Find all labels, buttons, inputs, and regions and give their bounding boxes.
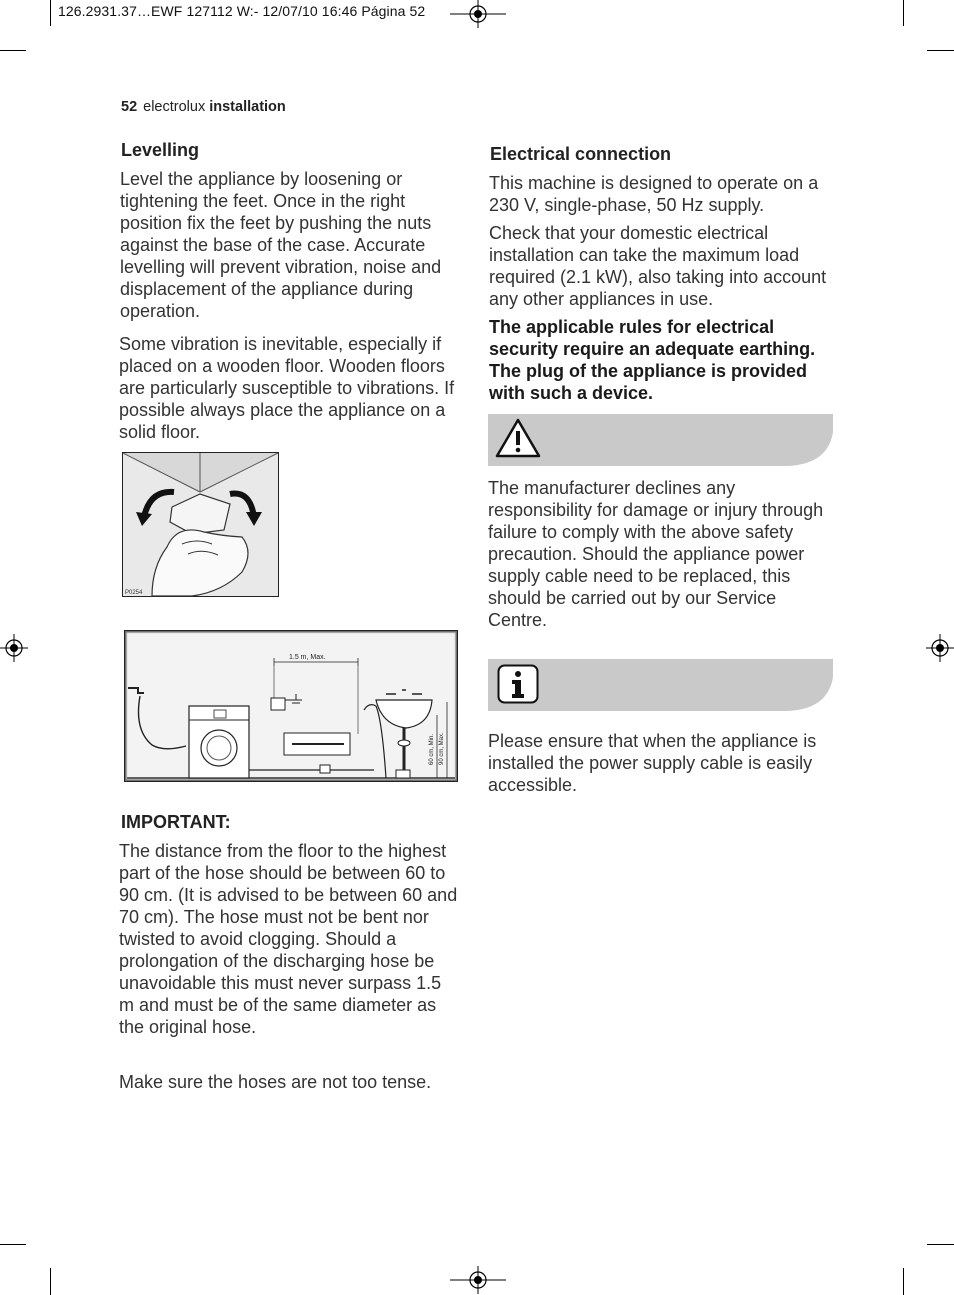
levelling-paragraph: Some vibration is inevitable, especially if placed on a wooden floor. Wooden floors are particularly susceptible to vibrations. If possible always place the appliance on a solid floor.: [119, 334, 455, 442]
crop-mark: [927, 1244, 954, 1245]
crop-mark: [50, 1268, 51, 1295]
important-heading: IMPORTANT:: [121, 812, 231, 832]
crop-mark: [927, 50, 954, 51]
dimension-min-label: 60 cm, Min.: [429, 733, 435, 765]
page-number: 52: [121, 99, 138, 115]
registration-mark-icon: [0, 634, 28, 662]
electrical-paragraph: This machine is designed to operate on a 230 V, single-phase, 50 Hz supply.: [489, 173, 819, 215]
responsibility-paragraph: The manufacturer declines any responsibility for damage or injury through failure to comply with the above safety precaution. Should the appliance power supply cable need to be replaced, this should be carried out by our Service Centre.: [488, 478, 824, 630]
figure-code: P0254: [125, 590, 143, 596]
registration-mark-icon: [926, 634, 954, 662]
warning-triangle-icon: [494, 417, 542, 459]
page-header: [121, 99, 286, 115]
print-slug: 126.2931.37…EWF 127112 W:- 12/07/10 16:46 Página 52: [58, 3, 426, 19]
crop-mark: [0, 1244, 26, 1245]
crop-mark: [50, 0, 51, 26]
dimension-max-label: 90 cm, Max.: [439, 732, 445, 765]
section-title: installation: [209, 99, 286, 115]
registration-mark-icon: [450, 0, 506, 28]
brand-name: electrolux: [143, 99, 206, 115]
hose-tension-paragraph: Make sure the hoses are not too tense.: [119, 1072, 432, 1092]
crop-mark: [903, 1268, 904, 1295]
dimension-width-label: 1.5 m, Max.: [289, 654, 326, 661]
earthing-warning-paragraph: The applicable rules for electrical security require an adequate earthing. The plug of the appliance is provided with such a device.: [489, 317, 816, 403]
important-paragraph: The distance from the floor to the highest part of the hose should be between 60 to 90 cm. (It is advised to be between 60 and 70 cm). The hose must not be bent nor twisted to avoid clogging. Should a prolongation of the discharging hose be unavoidable this must never surpass 1.5 m and must be of the same diameter as the original hose.: [119, 841, 458, 1037]
accessibility-paragraph: Please ensure that when the appliance is installed the power supply cable is easily accessible.: [488, 731, 817, 795]
crop-mark: [0, 50, 26, 51]
electrical-heading: Electrical connection: [490, 144, 672, 164]
levelling-foot-illustration: [122, 452, 280, 598]
installation-diagram: [124, 630, 459, 783]
crop-mark: [903, 0, 904, 26]
levelling-heading: Levelling: [121, 140, 200, 160]
levelling-paragraph: Level the appliance by loosening or tightening the feet. Once in the right position fix the feet by pushing the nuts against the base of the case. Accurate levelling will prevent vibration, noise and displacement of the appliance during operation.: [120, 169, 442, 321]
info-icon: [497, 664, 539, 704]
electrical-paragraph: Check that your domestic electrical installation can take the maximum load required (2.1 kW), also taking into account any other appliances in use.: [489, 223, 827, 309]
info-banner: [488, 659, 833, 712]
registration-mark-icon: [450, 1266, 506, 1294]
